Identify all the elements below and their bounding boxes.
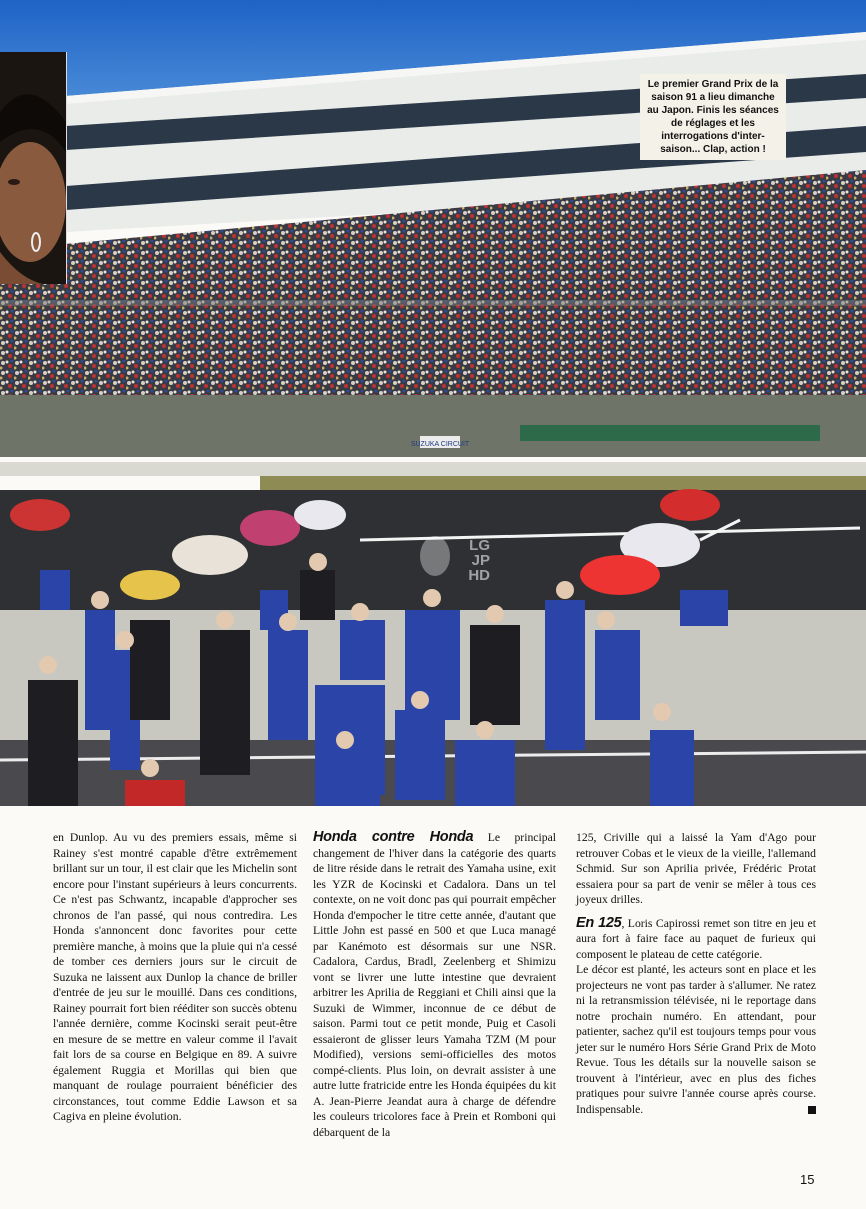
watermark-logo (420, 534, 492, 600)
section-heading-honda: Honda contre Honda (313, 829, 474, 845)
watermark-text: LG JP HD (468, 537, 490, 584)
column-1-text: en Dunlop. Au vu des premiers essais, même si Rainey s'est montré capable d'être extrêmement brillant sur un tour, il est clair que les Michelin sont encore pour l'instant supérieurs à leurs concurrents. Ce n'est pas Schwantz, incapable d'approcher ses chronos de l'an passé, qui nous contredira. Les Honda s'annoncent donc favorites pour cette première manche, à moins que la pluie qui n'a cessé de tomber ces derniers jours sur le circuit de Suzuka ne laissent aux Dunlop la chance de briller d'entrée de jeu sur le mouillé. Dans ces conditions, Rainey pourrait fort bien rééditer son succès obtenu l'année dernière, comme Kocinski serait peut-être en mesure de se mettre en valeur comme il l'avait fait lors de sa course en Belgique en 89. A suivre également Ruggia et Morillas qui bien que manquant de roulage pourraient bénéficier des circonstances, tout comme Eddie Lawson et sa Cagiva en pleine évolution. (53, 831, 297, 1123)
column-3-paragraph-2 (576, 916, 816, 963)
article-column-2 (313, 830, 556, 1140)
column-2-paragraph (313, 830, 556, 1140)
end-of-article-mark (808, 1106, 816, 1114)
article-column-1 (53, 830, 297, 1125)
column-3-paragraph-2-text: , Loris Capirossi remet son titre en jeu et aura fort à faire face au paquet de furieux qui composent le plateau de cette catégorie. (576, 916, 816, 961)
column-3-paragraph-1: 125, Criville qui a laissé la Yam d'Ago pour retrouver Cobas et le vieux de la vieille, l'allemand Schmid. Sur son Aprilia privée, Frédéric Protat essaiera pour sa part de venir se mêler à tous ces joyeux drilles. (576, 831, 816, 906)
page-number: 15 (800, 1172, 815, 1187)
column-2-text: Le principal changement de l'hiver dans la catégorie des quarts de litre réside dans le retrait des Yamaha usine, exit les YZR de Kocinski et Cadalora. Dans un tel contexte, on ne voit donc pas qui pourrait empêcher Honda d'empocher le titre cette année, d'autant que Little John est passé en 500 et que Luca managé par Kanémoto est désormais sur une NSR. Cadalora, Cardus, Bradl, Zeelenberg et Shimizu vont se livrer une lutte intestine que devraient arbitrer les Aprilia de Reggiani et Chili ainsi que la Suzuki de Wimmer, inconnue de ce début de saison. Parmi tout ce petit monde, Puig et Casoli essaieront de glisser leurs Yamaha TZM (M pour Modified), versions semi-officielles des motos compé-clients. Plus loin, on devrait assister à une autre lutte fratricide entre les Honda équipées du kit A. Jean-Pierre Jeandat aura à charge de défendre les couleurs tricolores face à Prein et Romboni qui débarquent de la (313, 831, 556, 1139)
suzuka-banner: SUZUKA CIRCUIT (410, 441, 470, 448)
photo-caption: Le premier Grand Prix de la saison 91 a lieu dimanche au Japon. Finis les séances de réglages et les interrogations d'inter-saison... Clap, action ! (640, 74, 786, 160)
column-3-paragraph-3-text: Le décor est planté, les acteurs sont en place et les projecteurs ne vont pas tarder à s'allumer. Ne ratez ni la retransmission télévisée, ni le reportage dans notre prochain numéro. En attendant, pour patienter, sachez qu'il est toujours temps pour vous jeter sur le numéro Hors Série Grand Prix de Moto Revue. Tous les détails sur la nouvelle saison se trouvent à l'intérieur, avec en plus des fiches pratiques pour suivre l'année course après course. Indispensable. (576, 963, 816, 1116)
article-column-3 (576, 830, 816, 1117)
portrait-illustration (0, 52, 66, 284)
model-portrait-thumbnail (0, 52, 67, 284)
column-3-paragraph-3 (576, 962, 816, 1117)
section-heading-125: En 125 (576, 914, 622, 931)
watermark-face-icon (420, 536, 450, 576)
